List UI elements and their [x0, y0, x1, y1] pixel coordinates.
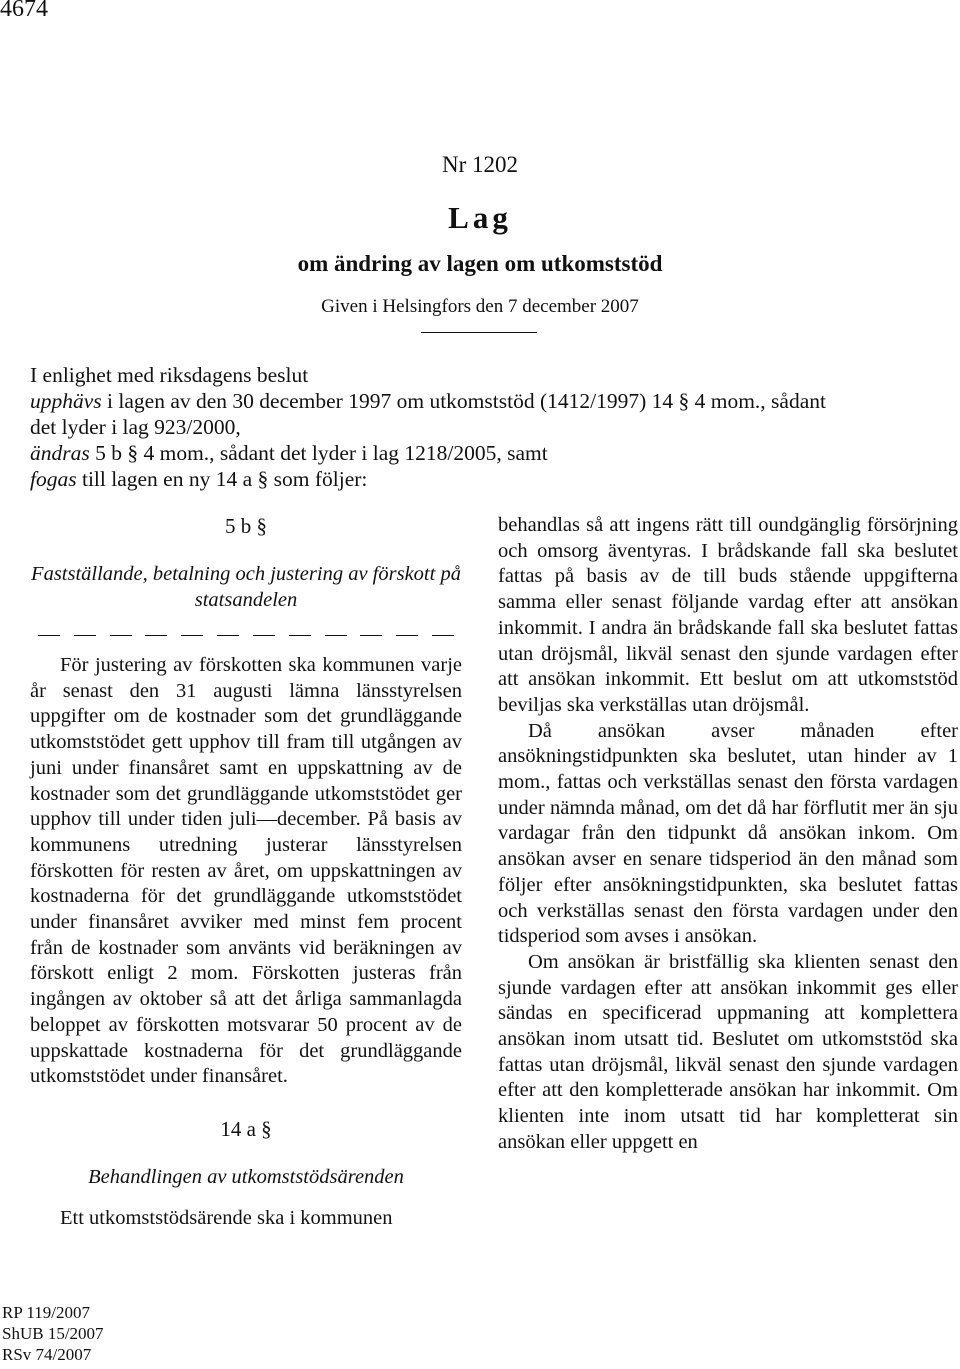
section-5b-title: Fastställande, betalning och justering av förskott på statsandelen [31, 563, 461, 611]
right-column [498, 513, 958, 1156]
preamble-line-4: ändras 5 b § 4 mom., sådant det lyder i lag 1218/2005, samt [30, 441, 548, 465]
section-5b-body: För justering av förskotten ska kommunen varje år senast den 31 augusti lämna länsstyrelsen uppgifter om de kostnader som det grundläggande utkomststödet gett upphov till fram till utgången av juni under finansåret samt en uppskattning av de kostnader som det grundläggande utkomststödet ger upphov till under tiden juli—december. På basis av kommunens utredning justerar länsstyrelsen förskotten för resten av året, om uppskattningen av kostnaderna för det grundläggande utkomststödet under finansåret avviker med minst fem procent från de kostnader som använts vid beräkningen av förskott enligt 2 mom. Förskotten justeras från ingången av oktober så att det årliga sammanlagda beloppet av förskotten motsvarar 50 procent av de uppskattade kostnaderna för det grundläggande utkomststödet under finansåret. [30, 654, 462, 1088]
section-14a-para-2: Då ansökan avser månaden efter ansökningstidpunkten ska beslutet, utan hinder av 1 mom., fattas och verkställas senast den första vardagen under nämnda månad, om det då har förflutit mer än sju vardagar från den tidpunkt då ansökan inkom. Om ansökan avser en senare tidsperiod än den månad som följer efter ansökningstidpunkten, ska beslutet fattas och verkställas senast den första vardagen under den tidsperiod som avses i ansökan. [498, 719, 958, 948]
law-subtitle: om ändring av lagen om utkomststöd [297, 251, 663, 276]
preamble-line-1: I enlighet med riksdagens beslut [30, 363, 309, 387]
given-date-line: Given i Helsingfors den 7 december 2007 [321, 296, 639, 317]
omission-dashes [38, 631, 454, 641]
law-number: Nr 1202 [441, 152, 519, 177]
section-5b-heading: 5 b § [225, 514, 267, 538]
preamble-line-2: upphävs i lagen av den 30 december 1997 om utkomststöd (1412/1997) 14 § 4 mom., sådant [30, 389, 826, 413]
preamble [30, 362, 960, 492]
reference-rsv: RSv 74/2007 [2, 1345, 92, 1364]
preamble-verb-andras: ändras [30, 441, 90, 465]
law-title: Lag [448, 200, 512, 235]
preamble-verb-fogas: fogas [30, 467, 77, 491]
section-14a-heading: 14 a § [220, 1116, 272, 1141]
legislative-references [2, 1302, 104, 1365]
section-14a-para-3: Om ansökan är bristfällig ska klienten senast den sjunde vardagen efter att ansökan inkommit ges eller sändas en specificerad uppmaning att komplettera ansökan inom utsatt tid. Beslutet om utkomststöd ska fattas utan dröjsmål, likväl senast den sjunde vardagen efter att den kompletterade ansökan har inkommit. Om klienten inte inom utsatt tid har kompletterat sin ansökan eller uppgett en [498, 950, 958, 1153]
preamble-verb-upphavs: upphävs [30, 389, 102, 413]
section-14a-para-1: behandlas så att ingens rätt till oundgänglig försörjning och omsorg äventyras. I brådskande fall ska beslutet fattas på basis av de till buds stående uppgifterna samma eller senast följande vardag efter att ansökan inkommit. I andra än brådskande fall ska beslutet fattas utan dröjsmål, likväl senast den sjunde vardagen efter att ansökan inkommit. Ett beslut om att utkomststöd beviljas ska verkställas utan dröjsmål. [498, 514, 958, 716]
page-number: 4674 [0, 0, 48, 22]
section-14a-body-start: Ett utkomststödsärende ska i kommunen [60, 1206, 393, 1229]
reference-rp: RP 119/2007 [2, 1303, 91, 1322]
header-divider [421, 332, 537, 333]
preamble-line-5: fogas till lagen en ny 14 a § som följer: [30, 467, 368, 491]
left-column [30, 513, 462, 1232]
section-14a-title: Behandlingen av utkomststödsärenden [88, 1165, 404, 1188]
reference-shub: ShUB 15/2007 [2, 1324, 104, 1343]
preamble-line-3: det lyder i lag 923/2000, [30, 415, 241, 439]
